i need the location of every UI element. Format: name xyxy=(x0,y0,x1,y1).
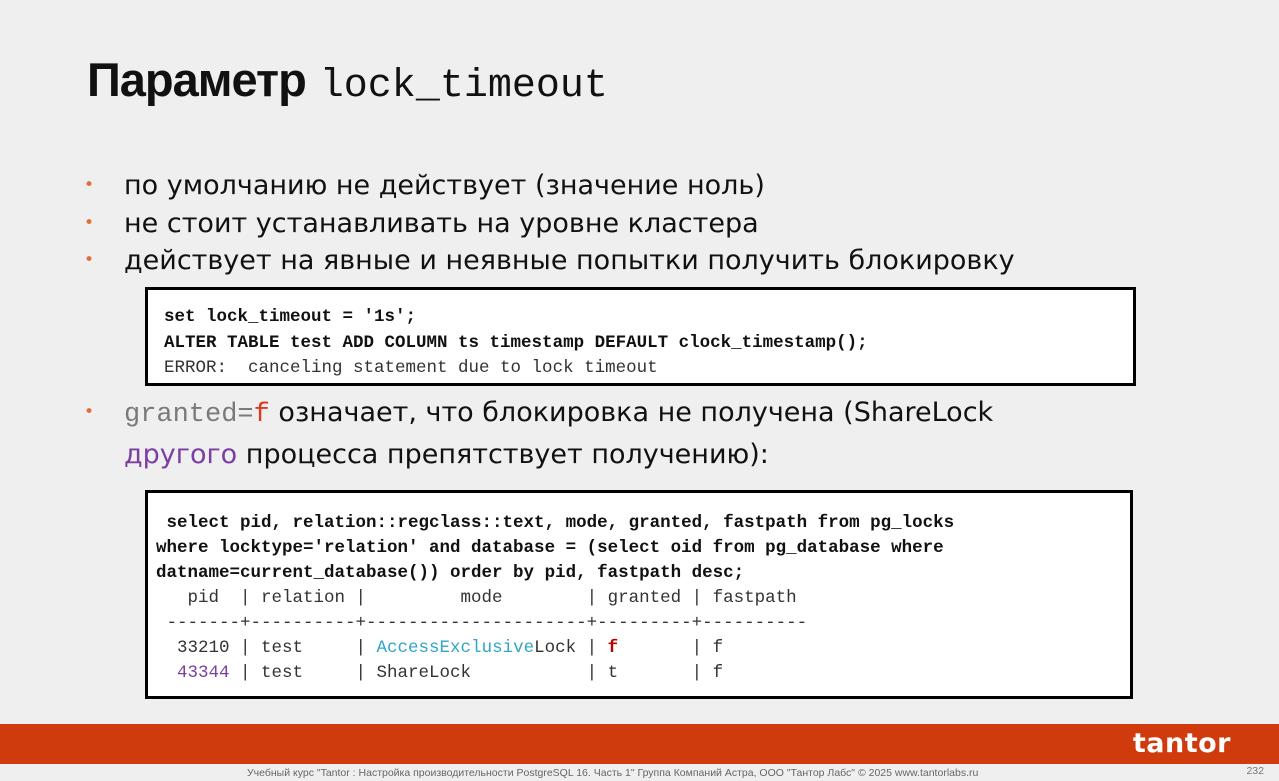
row-mode-highlight: AccessExclusive xyxy=(376,638,535,658)
granted-code: granted= xyxy=(124,400,254,430)
query-line: where locktype='relation' and database = (select oid from pg_database where xyxy=(156,538,944,558)
result-row xyxy=(156,661,1130,686)
row-pid: 43344 xyxy=(156,663,230,683)
row-text: | test | ShareLock | t | f xyxy=(229,663,724,683)
title-text: Параметр xyxy=(87,53,306,106)
bullet-item xyxy=(84,242,1015,280)
result-divider: -------+----------+---------------------+---------+---------- xyxy=(156,613,808,633)
result-header: pid | relation | mode | granted | fastpath xyxy=(156,588,797,608)
row-text: | test | xyxy=(229,638,377,658)
bullet-list xyxy=(84,167,1015,280)
bullet-item xyxy=(84,167,1015,205)
query-line: select pid, relation::regclass::text, mode, granted, fastpath from pg_locks xyxy=(156,513,955,533)
row-granted-false: f xyxy=(607,638,619,658)
code-block-lock-timeout xyxy=(145,287,1136,386)
query-line: datname=current_database()) order by pid, fastpath desc; xyxy=(156,563,745,583)
bullet-item-granted xyxy=(84,393,993,474)
code-error-line: ERROR: canceling statement due to lock timeout xyxy=(164,358,658,378)
tantor-logo: tantor xyxy=(1132,728,1231,759)
bullet-purple-text: другого xyxy=(124,439,238,470)
bullet-icon: • xyxy=(84,175,95,195)
bullet-text: означает, что блокировка не получена (ShareLock xyxy=(278,397,994,428)
bullet-text: по умолчанию не действует (значение ноль) xyxy=(124,170,765,201)
footer-bar xyxy=(0,724,1279,764)
bullet-icon: • xyxy=(84,250,95,270)
bullet-item xyxy=(84,205,1015,243)
row-text: | xyxy=(576,638,608,658)
bullet-icon: • xyxy=(84,402,95,422)
code-block-pg-locks xyxy=(145,490,1133,699)
page-number: 232 xyxy=(1246,765,1264,777)
granted-value: f xyxy=(253,400,270,430)
row-text: | f xyxy=(618,638,724,658)
bullet-icon: • xyxy=(84,212,95,233)
title-code: lock_timeout xyxy=(319,64,608,109)
code-line: ALTER TABLE test ADD COLUMN ts timestamp DEFAULT clock_timestamp(); xyxy=(164,332,868,353)
slide-title xyxy=(87,52,608,115)
bullet-text: не стоит устанавливать на уровне кластера xyxy=(124,207,759,239)
footer-text: Учебный курс "Tantor : Настройка производительности PostgreSQL 16. Часть 1" Группа Компаний Астра, ООО "Тантор Лабс" © 2025 www.tantorlabs.ru xyxy=(247,767,979,779)
bullet-text: действует на явные и неявные попытки получить блокировку xyxy=(124,245,1015,276)
result-row xyxy=(156,636,1130,661)
row-pid: 33210 xyxy=(156,638,230,658)
code-line: set lock_timeout = '1s'; xyxy=(164,307,417,327)
row-text: Lock xyxy=(534,638,577,658)
bullet-text: процесса препятствует получению): xyxy=(245,439,769,470)
